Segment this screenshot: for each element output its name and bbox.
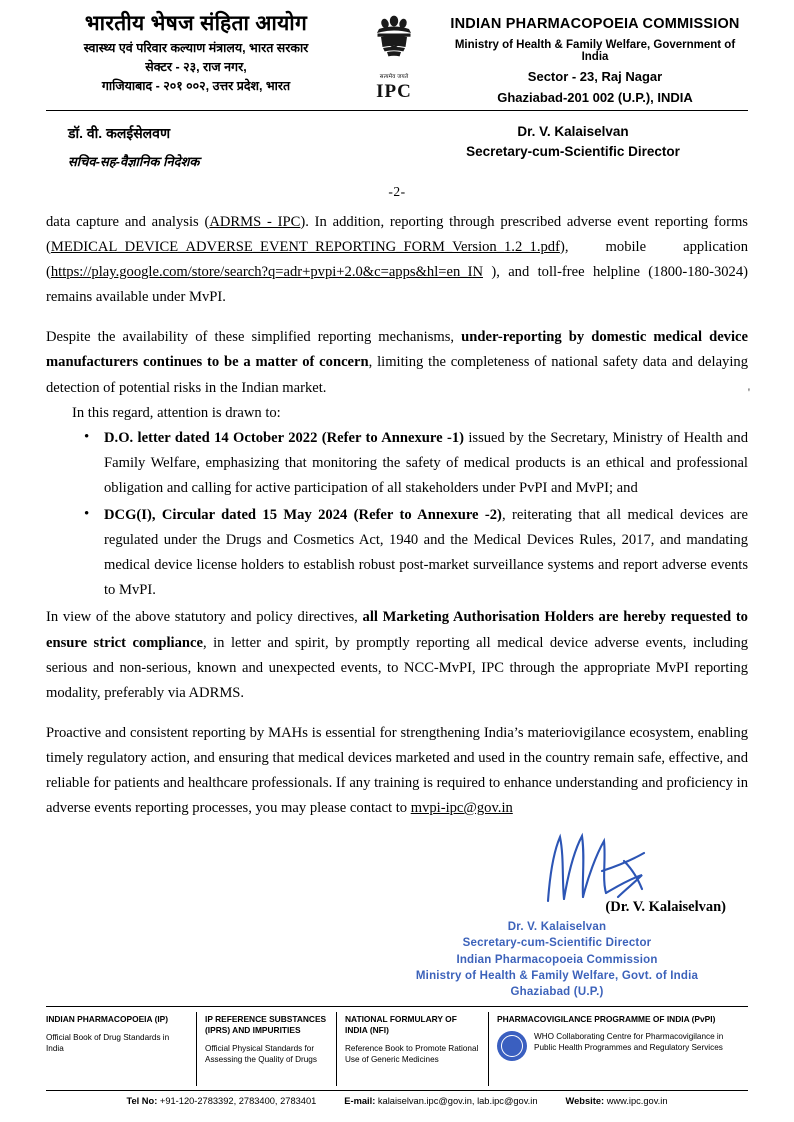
- signatory-header: [46, 124, 748, 170]
- official-stamp: [392, 919, 722, 1001]
- footer-top-divider: [46, 1006, 748, 1007]
- reporting-form-link[interactable]: MEDICAL_DEVICE_ADVERSE_EVENT_REPORTING_FORM_Version_1.2_1.pdf: [50, 239, 560, 256]
- paragraph-4: [46, 605, 748, 705]
- para4-text-b: , in letter and spirit, by promptly reporting all medical device adverse events, including serious and non-serious, known and unexpected events, to NCC-MvPI, IPC through the appropriate MvPI reporting modality, preferably via ADRMS.: [46, 634, 749, 701]
- address-english-2: Ghaziabad-201 002 (U.P.), INDIA: [497, 90, 693, 105]
- ministry-hindi: स्वास्थ्य एवं परिवार कल्याण मंत्रालय, भारत सरकार: [83, 41, 309, 56]
- emblem-motto: सत्यमेव जयते: [379, 74, 409, 80]
- paragraph-1: [46, 210, 748, 310]
- stray-mark: ': [747, 385, 750, 399]
- contact-email-value[interactable]: kalaiselvan.ipc@gov.in, lab.ipc@gov.in: [377, 1096, 538, 1106]
- ministry-english: Ministry of Health & Family Welfare, Government of India: [454, 39, 736, 63]
- ipc-logo: IPC: [376, 81, 412, 102]
- address-hindi-2: गाजियाबाद - २०१ ००२, उत्तर प्रदेश, भारत: [101, 78, 291, 93]
- play-store-link[interactable]: https://play.google.com/store/search?q=adr+pvpi+2.0&c=apps&hl=en_IN: [50, 264, 483, 281]
- who-logo-icon: [497, 1031, 527, 1061]
- letter-body: [46, 210, 748, 821]
- signature-area: [46, 835, 748, 999]
- address-hindi-1: सेक्टर - २३, राज नगर,: [145, 59, 247, 74]
- para2-text-b: , limiting the completeness of national safety data and delaying detection of potential risks in the Indian market.: [46, 354, 748, 396]
- paragraph-5: [46, 721, 748, 821]
- signatory-english: [438, 124, 748, 170]
- letterhead-header: [46, 0, 748, 104]
- paragraph-3: In this regard, attention is drawn to:: [72, 404, 281, 421]
- emblem-block: [346, 10, 442, 103]
- contact-email-label: E-mail:: [344, 1096, 376, 1106]
- contact-tel-label: Tel No:: [126, 1096, 158, 1106]
- letterhead-hindi-block: [46, 10, 346, 95]
- stamp-line-1: Dr. V. Kalaiselvan: [507, 921, 607, 934]
- para1-text-d: ), and toll-free helpline (1800-180-3024) remains available under MvPI.: [46, 264, 748, 306]
- para1-text-c: ), mobile application (: [46, 239, 748, 281]
- list-item: [104, 426, 748, 501]
- list-item: [104, 503, 748, 603]
- page-number: -2-: [388, 184, 406, 199]
- org-name-english: INDIAN PHARMACOPOEIA COMMISSION: [450, 16, 740, 32]
- signatory-designation-hindi: सचिव-सह-वैज्ञानिक निदेशक: [68, 154, 200, 169]
- para2-emphasis: under-reporting by domestic medical device manufacturers continues to be a matter of concern: [46, 329, 748, 371]
- footer-ip-title: INDIAN PHARMACOPOEIA (IP): [46, 1014, 169, 1024]
- footer-column-nfi: [336, 1012, 488, 1086]
- footer-nfi-title: NATIONAL FORMULARY OF INDIA (NFI): [345, 1014, 457, 1035]
- contact-email: [344, 1096, 537, 1106]
- page-footer: [46, 1006, 748, 1106]
- bullet-1-bold: D.O. letter dated 14 October 2022 (Refer to Annexure -1): [104, 429, 464, 446]
- bullet-2-bold: DCG(I), Circular dated 15 May 2024 (Refer to Annexure -2): [104, 507, 502, 524]
- footer-iprs-subtitle: Official Physical Standards for Assessing the Quality of Drugs: [205, 1043, 317, 1064]
- para4-text-a: In view of the above statutory and policy directives,: [46, 609, 363, 626]
- who-collaborating-centre: [497, 1031, 741, 1061]
- org-name-hindi: भारतीय भेषज संहिता आयोग: [84, 12, 308, 35]
- stamp-line-5: Ghaziabad (U.P.): [510, 986, 604, 999]
- footer-bottom-divider: [46, 1090, 748, 1091]
- signatory-name-english: Dr. V. Kalaiselvan: [517, 124, 629, 139]
- para1-text-a: data capture and analysis (: [46, 214, 210, 230]
- stamp-line-4: Ministry of Health & Family Welfare, Govt. of India: [415, 970, 699, 983]
- bullet-2-rest: , reiterating that all medical devices are regulated under the Drugs and Cosmetics Act, 1940 and the Medical Devices Rules, 2017, and mandating medical device license holders to establish robust post-market surveillance systems and report adverse events to MvPI.: [104, 507, 748, 599]
- footer-column-ip: [46, 1012, 196, 1086]
- footer-pvpi-title: PHARMACOVIGILANCE PROGRAMME OF INDIA (PvPI): [497, 1014, 716, 1024]
- contact-telephone: [126, 1096, 316, 1106]
- footer-ip-subtitle: Official Book of Drug Standards in India: [46, 1032, 170, 1053]
- footer-columns: [46, 1012, 748, 1086]
- para5-text-a: Proactive and consistent reporting by MAHs is essential for strengthening India’s materiovigilance ecosystem, enabling timely regulatory action, and ensuring that medical devices marketed and used in the country remain safe, effective, and reliable for patients and healthcare professionals. If any training is required to enhance understanding and proficiency in adverse events reporting processes, you may please contact to: [46, 724, 748, 817]
- contact-website-value[interactable]: www.ipc.gov.in: [606, 1096, 668, 1106]
- contact-email-link[interactable]: mvpi-ipc@gov.in: [410, 800, 513, 817]
- letterhead-english-block: [442, 10, 748, 105]
- contact-website-label: Website:: [565, 1096, 605, 1106]
- address-english-1: Sector - 23, Raj Nagar: [527, 69, 663, 84]
- reference-list: [46, 426, 748, 604]
- footer-column-pvpi: [488, 1012, 748, 1086]
- signatory-hindi: [46, 124, 438, 170]
- national-emblem-icon: [365, 12, 423, 74]
- signatory-name-hindi: डॉ. वी. कलईसेलवण: [68, 125, 171, 141]
- header-divider: [46, 110, 748, 111]
- footer-iprs-title: IP REFERENCE SUBSTANCES (IPRS) AND IMPURITIES: [205, 1014, 327, 1035]
- para4-emphasis: all Marketing Authorisation Holders are hereby requested to ensure strict compliance: [46, 609, 748, 651]
- paragraph-2: [46, 325, 748, 400]
- stamp-line-3: Indian Pharmacopoeia Commission: [456, 953, 658, 966]
- contact-website: [566, 1096, 668, 1106]
- footer-contact: [46, 1096, 748, 1106]
- footer-column-iprs: [196, 1012, 336, 1086]
- contact-tel-value: +91-120-2783392, 2783400, 2783401: [159, 1096, 317, 1106]
- signature-name: (Dr. V. Kalaiselvan): [605, 899, 726, 916]
- footer-nfi-subtitle: Reference Book to Promote Rational Use of Generic Medicines: [345, 1043, 479, 1064]
- adrms-link[interactable]: ADRMS - IPC: [209, 214, 301, 230]
- bullet-1-rest: issued by the Secretary, Ministry of Health and Family Welfare, emphasizing that monitoring the safety of medical products is an ethical and professional obligation and calling for active participation of all stakeholders under PvPI and MvPI; and: [104, 429, 748, 496]
- stamp-line-2: Secretary-cum-Scientific Director: [462, 937, 652, 950]
- para1-text-b: ). In addition, reporting through prescribed adverse event reporting forms (: [46, 214, 748, 256]
- footer-pvpi-who-text: WHO Collaborating Centre for Pharmacovigilance in Public Health Programmes and Regulatory Services: [534, 1031, 724, 1052]
- para2-text-a: Despite the availability of these simplified reporting mechanisms,: [46, 329, 462, 346]
- signatory-designation-english: Secretary-cum-Scientific Director: [466, 144, 680, 159]
